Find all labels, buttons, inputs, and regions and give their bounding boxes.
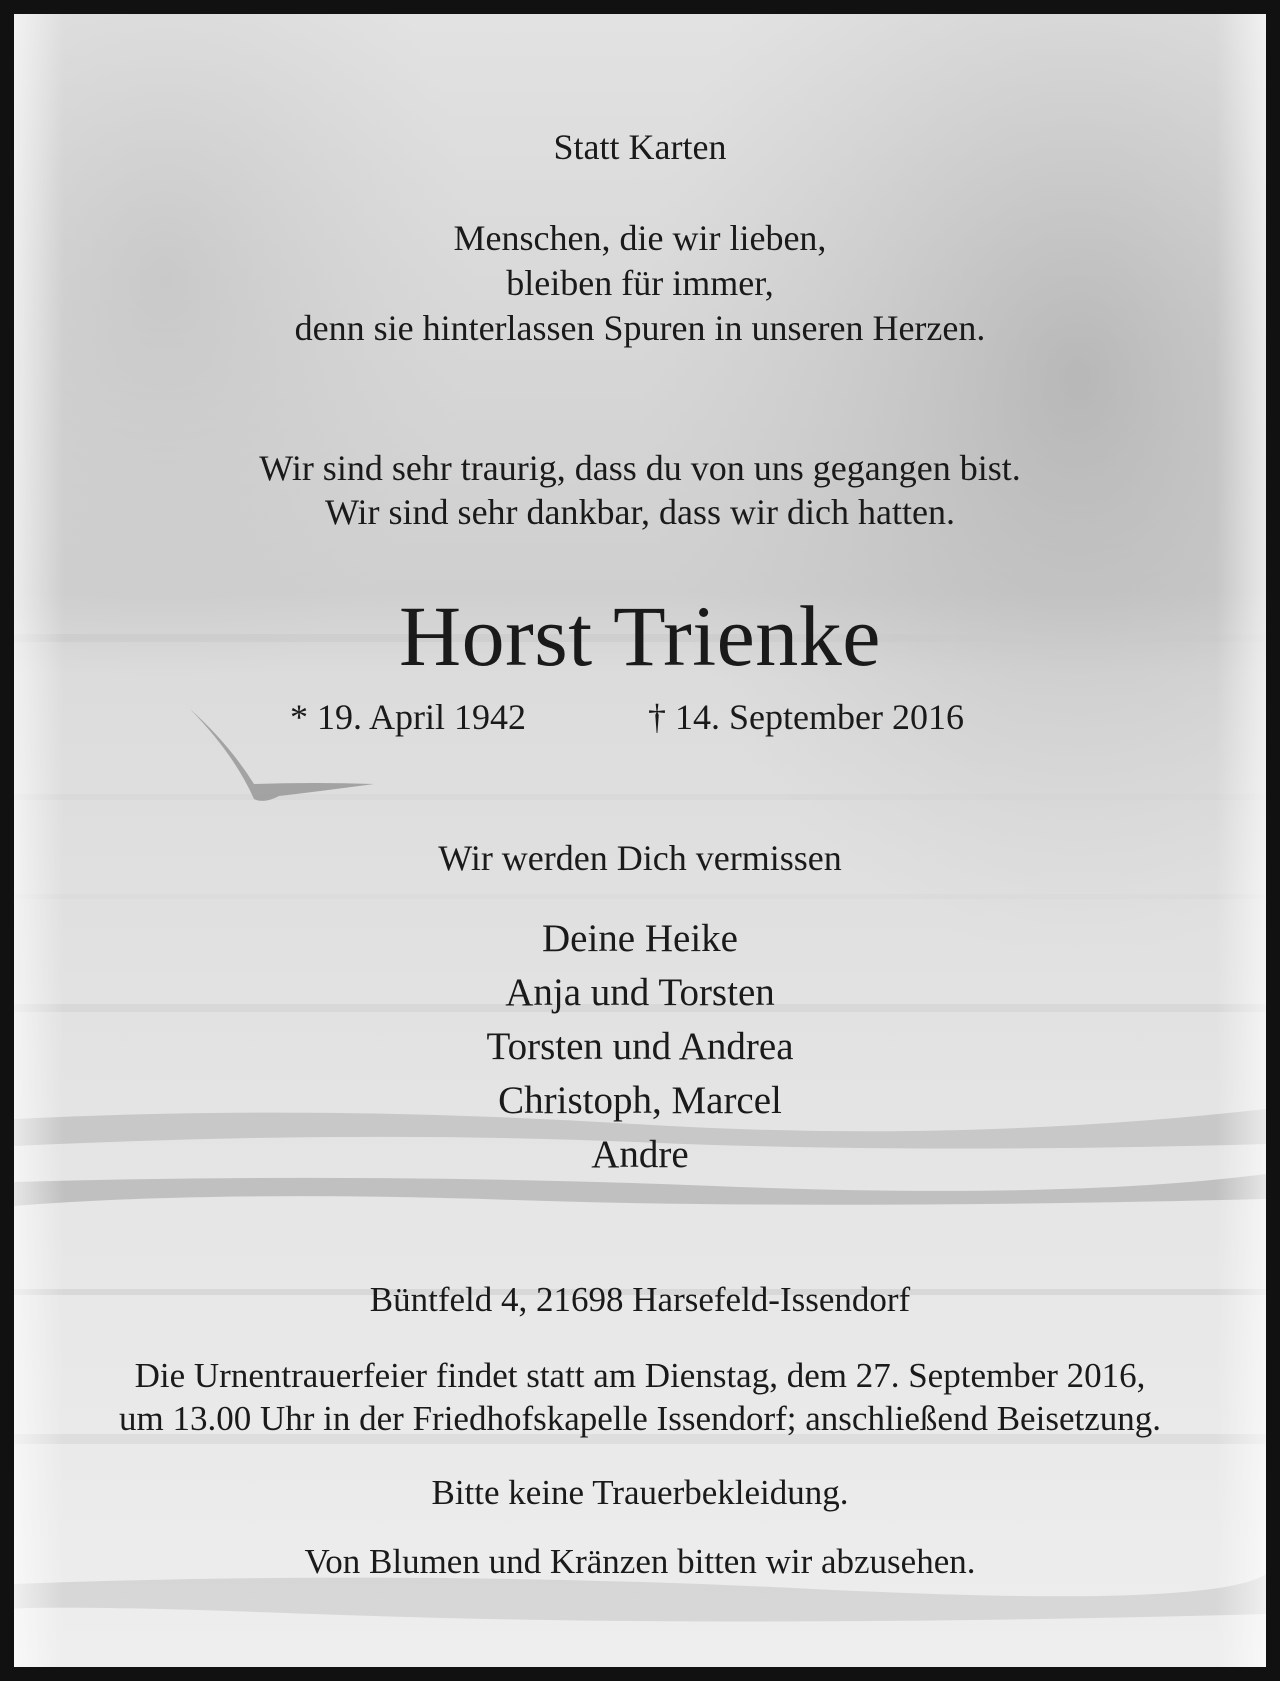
ceremony-info (14, 1354, 1266, 1440)
sadness-line: Wir sind sehr dankbar, dass wir dich hatten. (325, 492, 955, 532)
flowers-note: Von Blumen und Kränzen bitten wir abzusehen. (304, 1542, 976, 1581)
family-list (14, 912, 1266, 1182)
obituary-text (14, 14, 1266, 1667)
family-member: Anja und Torsten (505, 971, 775, 1014)
sadness-line: Wir sind sehr traurig, dass du von uns gegangen bist. (259, 448, 1021, 488)
verse-line: denn sie hinterlassen Spuren in unseren Herzen. (294, 308, 986, 348)
death-date: † 14. September 2016 (648, 697, 964, 737)
verse-line: bleiben für immer, (506, 263, 774, 303)
deceased-name: Horst Trienke (399, 588, 881, 684)
address: Büntfeld 4, 21698 Harsefeld-Issendorf (369, 1280, 911, 1319)
header-line: Statt Karten (553, 127, 727, 167)
family-member: Deine Heike (542, 917, 738, 960)
sadness-text (14, 446, 1266, 534)
ceremony-line: Die Urnentrauerfeier findet statt am Dienstag, dem 27. September 2016, (134, 1356, 1146, 1395)
verse-line: Menschen, die wir lieben, (453, 218, 827, 258)
ceremony-line: um 13.00 Uhr in der Friedhofskapelle Issendorf; anschließend Beisetzung. (119, 1399, 1161, 1438)
miss-line: Wir werden Dich vermissen (438, 838, 842, 878)
birth-date: * 19. April 1942 (290, 697, 527, 737)
clothing-note: Bitte keine Trauerbekleidung. (431, 1473, 849, 1512)
family-member: Andre (591, 1133, 689, 1176)
family-member: Torsten und Andrea (486, 1025, 794, 1068)
verse (14, 216, 1266, 351)
family-member: Christoph, Marcel (498, 1079, 782, 1122)
